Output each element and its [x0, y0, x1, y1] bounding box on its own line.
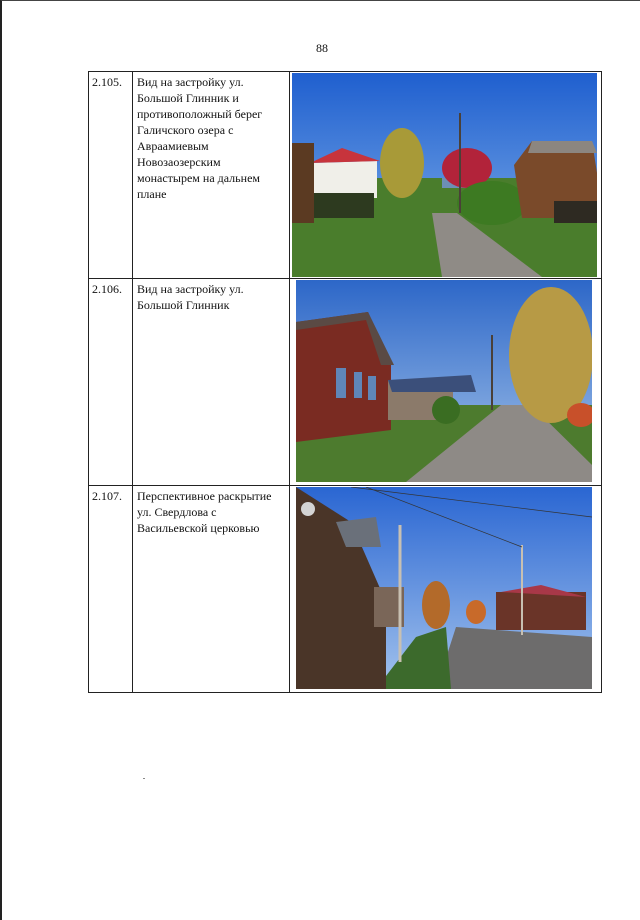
photo-cell [290, 486, 602, 693]
row-description: Вид на застройку ул. Большой Глинник [133, 279, 290, 486]
photo-cell [290, 279, 602, 486]
scan-speck [143, 778, 145, 779]
street-photo [296, 280, 592, 482]
page-number: 88 [316, 41, 328, 55]
row-description: Вид на застройку ул. Большой Глинник и противоположный берег Галичского озера с Авраамиевым Новозаозерским монастырем на дальнем плане [133, 72, 290, 279]
photo-table [88, 71, 602, 693]
street-photo [296, 487, 592, 689]
row-number: 2.105. [89, 72, 133, 279]
row-number: 2.106. [89, 279, 133, 486]
row-number: 2.107. [89, 486, 133, 693]
photo-cell [290, 72, 602, 279]
table-row [89, 486, 602, 693]
street-photo [292, 73, 597, 277]
table-row [89, 279, 602, 486]
table-row [89, 72, 602, 279]
row-description: Перспективное раскрытие ул. Свердлова с Васильевской церковью [133, 486, 290, 693]
